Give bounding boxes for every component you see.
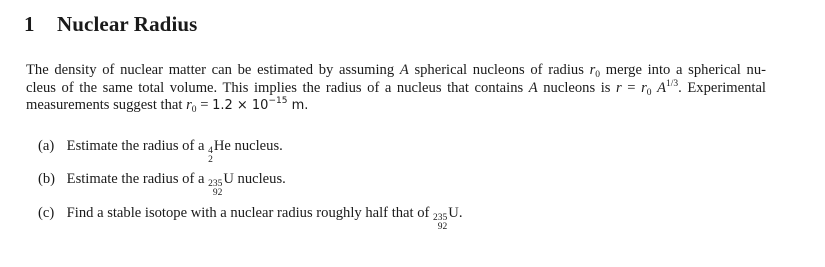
intro-paragraph [26,62,766,115]
math-symbol: A [399,62,409,78]
atomic-number: 92 [212,188,223,198]
math-symbol: A [657,79,667,96]
math-exponent: 1/3 [666,78,679,89]
nuclide-notation [433,205,459,232]
paragraph-line-3 [26,97,766,115]
element-symbol: He [213,138,231,154]
question-label: (b) [38,171,56,187]
section-title: Nuclear Radius [57,12,198,36]
section-heading [24,12,197,37]
question-item [38,205,463,232]
nuclide-notation [208,171,234,198]
question-text-tail: nucleus. [230,138,283,154]
mass-number: 4 [208,146,213,156]
atomic-number: 2 [208,155,213,165]
text-run: nucleons is [543,79,611,96]
text-run: measurements suggest that [26,97,183,113]
math-subscript: 0 [191,105,197,115]
math-symbol: r [641,79,647,96]
math-symbol: r [616,79,622,96]
math-symbol: A [528,79,538,96]
question-text: Find a stable isotope with a nuclear radius roughly half that of [66,205,430,221]
text-run: merge into a spherical nu- [605,62,767,78]
question-text-tail: . [458,205,463,221]
question-label: (a) [38,138,55,154]
question-item [38,171,286,198]
math-value: 1.2 × 10 [212,98,269,113]
mass-number: 235 [208,179,223,189]
math-symbol: r [186,97,192,113]
math-symbol: r [589,62,596,78]
nuclide-notation [208,138,231,165]
math-subscript: 0 [595,70,601,80]
text-run: . Experimental [678,79,766,96]
paragraph-line-1 [26,62,766,80]
math-exponent: −15 [268,96,288,106]
question-item [38,138,283,165]
section-number: 1 [24,12,35,36]
paragraph-line-2 [26,80,766,98]
text-run: The density of nuclear matter can be estimated by assuming [26,62,395,78]
element-symbol: U [223,171,234,187]
text-run: spherical nucleons of radius [414,62,584,78]
question-text: Estimate the radius of a [66,138,205,154]
atomic-number: 92 [437,222,448,232]
question-text: Estimate the radius of a [66,171,205,187]
mass-number: 235 [433,213,448,223]
math-unit: m. [287,98,309,113]
question-label: (c) [38,205,55,221]
math-subscript: 0 [646,87,652,98]
question-text-tail: nucleus. [233,171,286,187]
text-run: cleus of the same total volume. This implies the radius of a nucleus that contains [26,79,524,96]
math-operator: = [621,79,642,96]
element-symbol: U [448,205,459,221]
math-operator: = [196,97,213,113]
